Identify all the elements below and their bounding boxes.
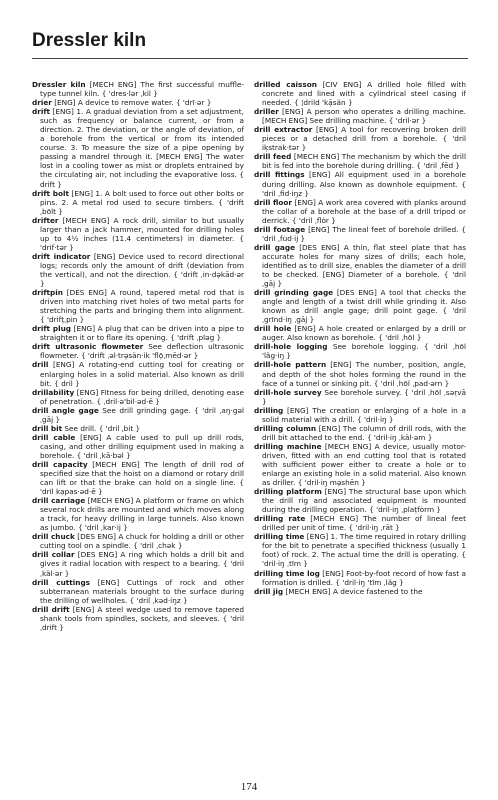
entry-definition: [ENG] 1. A bolt used to force out other bolts or pins. 2. A metal rod used to secure timbers. { 'drift ˌbōlt } [40, 188, 244, 216]
dictionary-entry [32, 252, 244, 288]
entry-definition: See deflection ultrasonic flowmeter. { 'drift ˌəl·trə̦sän·ik 'flō̦ˌmēd·ər } [40, 342, 244, 361]
dictionary-entry [254, 288, 466, 324]
entry-headword: drilling column [254, 423, 317, 433]
entry-definition: [MECH ENG] A platform or frame on which several rock drills are mounted and which moves along a track, for heavy drilling in large tunnels. Also known as jumbo. { 'dril ˌkar·ij } [40, 496, 244, 533]
entry-headword: drill carriage [32, 496, 86, 506]
entry-headword: drill cuttings [32, 577, 91, 587]
entry-headword: drift indicator [32, 251, 91, 261]
entry-headword: Dressler kiln [32, 80, 86, 89]
entry-headword: drill collar [32, 550, 75, 560]
title-rule [32, 58, 468, 59]
entry-headword: drift plug [32, 324, 71, 334]
right-column [254, 80, 466, 772]
dictionary-entry [254, 442, 466, 487]
entry-definition: [DES ENG] A tool that checks the angle and length of a twist drill while grinding it. Also known as drill angle gage; drill point gage. { 'dril ˌgrīnd·iŋ ˌgāj } [262, 288, 466, 325]
left-column [32, 80, 244, 772]
dictionary-entry [254, 569, 466, 587]
entry-headword: drill bit [32, 423, 63, 433]
entry-definition: [DES ENG] A chuck for holding a drill or other cutting tool on a spindle. { 'dril ˌchək } [40, 532, 244, 551]
dictionary-entry [32, 216, 244, 252]
dictionary-entry [254, 424, 466, 442]
dictionary-entry [254, 487, 466, 514]
dictionary-entry [254, 152, 466, 170]
entry-headword: drill-hole survey [254, 387, 322, 397]
entry-headword: drill grinding gage [254, 288, 334, 298]
entry-definition: [ENG] The lineal feet of borehole drilled. { 'dril ˌfu̇d·ij } [262, 224, 466, 243]
entry-definition: [ENG] A tool for recovering broken drill pieces or a detached drill from a borehole. { 'dril ik̦strak·tər } [262, 125, 466, 153]
entry-headword: drillability [32, 387, 75, 397]
entry-headword: drill jig [254, 586, 284, 596]
entry-definition: [ENG] A cable used to pull up drill rods, casing, and other drilling equipment used in making a borehole. { 'dril ˌkā·bəl } [40, 432, 244, 460]
dictionary-entry [32, 107, 244, 188]
entry-headword: drilling time log [254, 568, 320, 578]
entry-headword: drill extractor [254, 125, 313, 135]
entry-definition: [CIV ENG] A drilled hole filled with concrete and lined with a cylindrical steel casing if needed. { ¦drild 'kā̦sän } [262, 80, 466, 108]
entry-headword: drill capacity [32, 459, 88, 469]
entry-definition: [ENG] Fitness for being drilled, denoting ease of penetration. { ˌdril·ə'bil·əd·ē } [40, 387, 244, 406]
entry-definition: [ENG] All equipment used in a borehole during drilling. Also known as downhole equipment. { 'dril ˌfid·iŋz } [262, 170, 466, 198]
entry-definition: [ENG] A person who operates a drilling machine. [MECH ENG] See drilling machine. { 'dril·ər } [262, 107, 466, 126]
entry-definition: [MECH ENG] The length of drill rod of specified size that the hoist on a diamond or rotary drill can lift or that the brake can hold on a single line. { 'dril ka̦pas·əd·ē } [40, 459, 244, 497]
dictionary-entry [32, 189, 244, 216]
entry-definition: [ENG] Cuttings of rock and other subterranean materials brought to the surface during the drilling of wellholes. { 'dril ˌkəd·iŋz } [40, 577, 244, 605]
dictionary-entry [32, 324, 244, 342]
entry-headword: drill cable [32, 432, 76, 442]
entry-headword: drill-hole logging [254, 342, 328, 352]
dictionary-entry [254, 125, 466, 152]
dictionary-entry [254, 107, 466, 125]
dictionary-entry [32, 578, 244, 605]
dictionary-entry [32, 80, 244, 98]
dictionary-entry [254, 342, 466, 360]
dictionary-entry [254, 406, 466, 424]
entry-definition: [ENG] Foot-by-foot record of how fast a formation is drilled. { 'dril·iŋ 'tīm ˌläg } [262, 568, 466, 587]
dictionary-entry [32, 360, 244, 387]
entry-headword: drilling rate [254, 514, 306, 524]
entry-definition: [ENG] Device used to record directional logs; records only the amount of drift (deviation from the vertical), and not the direction. { 'drift ˌin·də̦kād·ər } [40, 251, 244, 289]
dictionary-entry [32, 496, 244, 532]
entry-definition: See borehole logging. { 'dril ˌhōl 'läg·iŋ } [262, 342, 466, 361]
dictionary-entry [254, 170, 466, 197]
entry-headword: drill [32, 360, 49, 370]
entry-definition: [ENG] The creation or enlarging of a hole in a solid material with a drill. { 'dril·iŋ } [262, 405, 466, 424]
entry-headword: drill footage [254, 224, 306, 234]
page-number: 174 [240, 781, 258, 793]
entry-definition: [ENG] A work area covered with planks around the collar of a borehole at the base of a drill tripod or derrick. { 'dril ˌflȯr } [262, 197, 466, 225]
entry-headword: driller [254, 107, 279, 117]
entry-definition: [DES ENG] A round, tapered metal rod that is driven into matching rivet holes of two metal parts for stretching the parts and bringing them into alignment. { 'drifțˌpin } [40, 288, 244, 325]
entry-headword: drill feed [254, 152, 292, 162]
dictionary-entry [254, 225, 466, 243]
entry-headword: drilling time [254, 532, 305, 542]
entry-headword: drier [32, 98, 52, 108]
dictionary-entry [32, 288, 244, 324]
dictionary-entry [32, 532, 244, 550]
entry-headword: drill drift [32, 604, 70, 614]
entry-headword: drilled caisson [254, 80, 317, 89]
dictionary-entry [32, 406, 244, 424]
dictionary-entry [32, 342, 244, 360]
dictionary-entry [32, 424, 244, 433]
entry-definition: [MECH ENG] The first successful muffle-type tunnel kiln. { 'dres·lər ˌkil } [40, 80, 244, 99]
dictionary-entry [254, 243, 466, 288]
dictionary-entry [254, 532, 466, 568]
entry-headword: drift [32, 107, 50, 117]
entry-definition: [ENG] The structural base upon which the drill rig and associated equipment is mounted during the drilling operation. { 'dril·iŋ ˌplațfȯrm } [262, 487, 466, 515]
dictionary-entry [254, 198, 466, 225]
entry-definition: [MECH ENG] The number of lineal feet drilled per unit of time. { 'dril·iŋ ˌrāt } [262, 514, 466, 533]
dictionary-entry [254, 514, 466, 532]
entry-definition: See borehole survey. { 'dril ˌhōl ˌsər̦vā } [262, 387, 466, 406]
entry-headword: drill fittings [254, 170, 305, 180]
entry-definition: [ENG] 1. A gradual deviation from a set adjustment, such as frequency or balance current, or from a direction. 2. The deviation, or the angle of deviation, of a borehole from the vertical or from its intended course. 3. To measure the size of a pipe opening by passing a mandrel through it. [MECH ENG] The water lost in a cooling tower as mist or droplets entrained by the circulating air, not including the evaporative loss. { drift } [40, 107, 244, 189]
entry-headword: driftpin [32, 288, 63, 298]
dictionary-entry [254, 587, 466, 596]
dictionary-entry [254, 360, 466, 387]
dictionary-entry [254, 324, 466, 342]
entry-definition: [ENG] The column of drill rods, with the drill bit attached to the end. { 'dril·iŋ ˌkäl·əm } [262, 423, 466, 442]
entry-headword: drift bolt [32, 188, 69, 198]
entry-headword: drill hole [254, 324, 292, 334]
entry-headword: drilling machine [254, 441, 322, 451]
entry-headword: drill chuck [32, 532, 75, 542]
entry-definition: [MECH ENG] A rock drill, similar to but usually larger than a jack hammer, mounted for drilling holes up to 4½ inches (11.4 centimeters) in diameter. { 'drif·tər } [40, 215, 244, 252]
entry-headword: drilling [254, 405, 284, 415]
entry-headword: drill floor [254, 197, 293, 207]
entry-definition: [ENG] A steel wedge used to remove tapered shank tools from spindles, sockets, and sleeves. { 'dril ˌdrift } [40, 604, 244, 632]
page-title: Dressler kiln [32, 30, 147, 51]
dictionary-entry [254, 80, 466, 107]
entry-headword: drift ultrasonic flowmeter [32, 342, 144, 352]
dictionary-entry [32, 433, 244, 460]
entry-headword: drill-hole pattern [254, 360, 327, 370]
dictionary-entry [32, 550, 244, 577]
entry-definition: See drill. { 'dril ˌbit } [62, 423, 141, 433]
dictionary-entry [32, 605, 244, 632]
entry-definition: [DES ENG] A thin, flat steel plate that has accurate holes for many sizes of drills; each hole, identified as to drill size, enables the diameter of a drill to be checked. [ENG] Diameter of a borehole. { 'dril ˌgāj } [262, 242, 466, 289]
dictionary-entry [32, 388, 244, 406]
dictionary-entry [32, 98, 244, 107]
entry-headword: drifter [32, 215, 59, 225]
entry-definition: [ENG] The number, position, angle, and depth of the shot holes forming the round in the face of a tunnel or sinking pit. { 'dril ˌhōl ˌpad·ərn } [262, 360, 466, 388]
entry-definition: [DES ENG] A ring which holds a drill bit and gives it radial location with respect to a bearing. { 'dril ˌkäl·ər } [40, 550, 244, 578]
entry-definition: See drill grinding gage. { 'dril ˌaŋ·gəl ˌgāj } [40, 405, 244, 424]
dictionary-entry [32, 460, 244, 496]
entry-definition: [ENG] A rotating-end cutting tool for creating or enlarging holes in a solid material. Also known as drill bit. { dril } [40, 360, 244, 388]
entry-headword: drill gage [254, 242, 296, 252]
entry-headword: drill angle gage [32, 405, 99, 415]
entry-definition: [ENG] A hole created or enlarged by a drill or auger. Also known as borehole. { 'dril ˌhōl } [262, 324, 466, 343]
entry-definition: [ENG] 1. The time required in rotary drilling for the bit to penetrate a specified thickness (usually 1 foot) of rock. 2. The actual time the drill is operating. { 'dril·iŋ ˌtīm } [262, 532, 466, 569]
entry-definition: [ENG] A plug that can be driven into a pipe to straighten it or to flare its opening. { 'drift ˌpləg } [40, 324, 244, 343]
entry-definition: [ENG] A device to remove water. { 'drī·ər } [51, 98, 212, 108]
entry-definition: [MECH ENG] A device, usually motor-driven, fitted with an end cutting tool that is rotated with sufficient power either to create a hole or to enlarge an existing hole in a solid material. Also known as driller. { 'dril·iŋ mə̦shēn } [262, 441, 466, 488]
dictionary-entry [254, 388, 466, 406]
entry-definition: [MECH ENG] The mechanism by which the drill bit is fed into the borehole during drilling. { 'dril ˌfēd } [262, 152, 466, 171]
entry-definition: [MECH ENG] A device fastened to the [283, 586, 423, 596]
entry-headword: drilling platform [254, 487, 322, 497]
